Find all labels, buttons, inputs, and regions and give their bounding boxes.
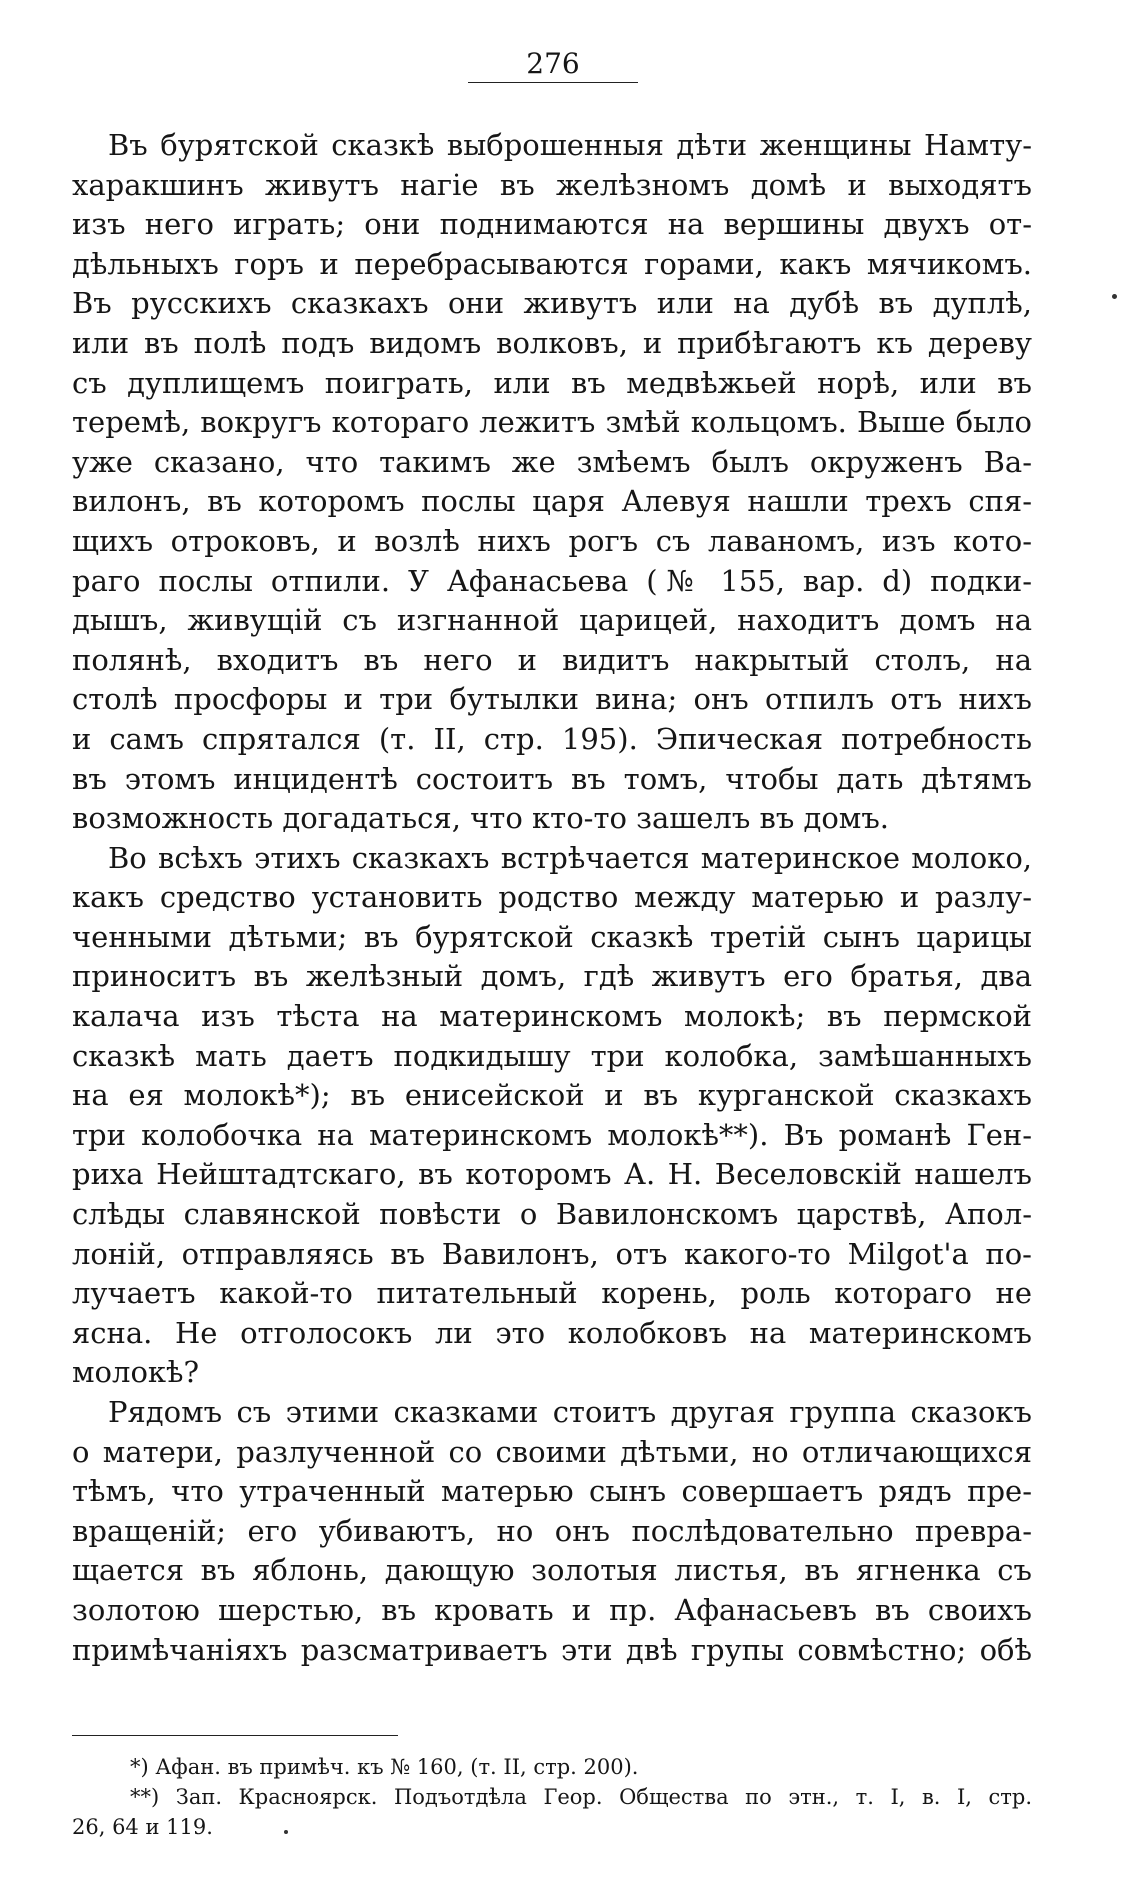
- text-line: лучаетъ какой-то питательный корень, роль котораго не: [72, 1276, 1032, 1311]
- text-line: теремѣ, вокругъ котораго лежитъ змѣй кольцомъ. Выше было: [72, 405, 1032, 440]
- text-line: столѣ просфоры и три бутылки вина; онъ отпилъ отъ нихъ: [72, 682, 1032, 717]
- footnotes: [72, 1752, 1032, 1842]
- text-line: ясна. Не отголосокъ ли это колобковъ на материнскомъ: [72, 1315, 1032, 1350]
- text-line: приноситъ въ желѣзный домъ, гдѣ живутъ его братья, два: [72, 959, 1032, 994]
- text-line: раго послы отпили. У Афанасьева (№ 155, вар. d) подки-: [72, 563, 1032, 598]
- text-line: или въ полѣ подъ видомъ волковъ, и прибѣгаютъ къ дереву: [72, 325, 1032, 360]
- text-line: полянѣ, входитъ въ него и видитъ накрытый столъ, на: [72, 642, 1032, 677]
- text-line: тѣмъ, что утраченный матерью сынъ совершаетъ рядъ пре-: [72, 1474, 1032, 1509]
- text-line: лоній, отправляясь въ Вавилонъ, отъ какого-то Milgot'а по-: [72, 1236, 1032, 1271]
- text-line: изъ него играть; они поднимаются на вершины двухъ от-: [72, 207, 1032, 242]
- page-number: 276: [526, 47, 580, 80]
- text-line: золотою шерстью, въ кровать и пр. Афанасьевъ въ своихъ: [72, 1592, 1032, 1627]
- text-line: дѣльныхъ горъ и перебрасываются горами, какъ мячикомъ.: [72, 246, 1032, 281]
- text-line: дышъ, живущій съ изгнанной царицей, находитъ домъ на: [72, 603, 1032, 638]
- text-line: уже сказано, что такимъ же змѣемъ былъ окруженъ Ва-: [72, 444, 1032, 479]
- text-line: примѣчаніяхъ разсматриваетъ эти двѣ групы совмѣстно; обѣ: [72, 1632, 1032, 1667]
- text-line: три колобочка на материнскомъ молокѣ**). Въ романѣ Ген-: [72, 1117, 1032, 1152]
- page-number-underline: [468, 82, 638, 83]
- text-line: щается въ яблонь, дающую золотыя листья, въ ягненка съ: [72, 1553, 1032, 1588]
- footnote-line: **) Зап. Красноярск. Подъотдѣла Геор. Общества по этн., т. I, в. I, стр.: [130, 1785, 1032, 1809]
- scan-speck: [284, 1830, 288, 1834]
- text-line: Въ русскихъ сказкахъ они живутъ или на дубѣ въ дуплѣ,: [72, 286, 1032, 321]
- text-line: о матери, разлученной со своими дѣтьми, но отличающихся: [72, 1434, 1032, 1469]
- text-line: щихъ отроковъ, и возлѣ нихъ рогъ съ лаваномъ, изъ кото-: [72, 523, 1032, 558]
- text-line: Въ бурятской сказкѣ выброшенныя дѣти женщины Намту-: [108, 128, 1032, 162]
- text-line: Рядомъ съ этими сказками стоитъ другая группа сказокъ: [108, 1395, 1032, 1429]
- main-text: [72, 126, 1032, 1670]
- text-line: вилонъ, въ которомъ послы царя Алевуя нашли трехъ спя-: [72, 484, 1032, 519]
- scan-speck: [1112, 294, 1117, 299]
- text-line: калача изъ тѣста на материнскомъ молокѣ; въ пермской: [72, 999, 1032, 1034]
- text-line: харакшинъ живутъ нагіе въ желѣзномъ домѣ и выходятъ: [72, 167, 1032, 202]
- text-line: на ея молокѣ*); въ енисейской и въ курганской сказкахъ: [72, 1078, 1032, 1113]
- footnote-line: *) Афан. въ примѣч. къ № 160, (т. II, стр. 200).: [130, 1755, 639, 1779]
- footnote-line: 26, 64 и 119.: [72, 1815, 213, 1839]
- text-line: риха Нейштадтскаго, въ которомъ А. Н. Веселовскій нашелъ: [72, 1157, 1032, 1192]
- text-line: молокѣ?: [72, 1355, 200, 1390]
- footnote-separator: [72, 1735, 398, 1736]
- text-line: слѣды славянской повѣсти о Вавилонскомъ царствѣ, Апол-: [72, 1197, 1032, 1232]
- text-line: сказкѣ мать даетъ подкидышу три колобка, замѣшанныхъ: [72, 1038, 1032, 1073]
- text-line: и самъ спрятался (т. II, стр. 195). Эпическая потребность: [72, 721, 1032, 756]
- text-line: ченными дѣтьми; въ бурятской сказкѣ третій сынъ царицы: [72, 919, 1032, 954]
- text-line: возможность догадаться, что кто-то зашелъ въ домъ.: [72, 801, 890, 836]
- text-line: въ этомъ инцидентѣ состоитъ въ томъ, чтобы дать дѣтямъ: [72, 761, 1032, 796]
- text-line: какъ средство установить родство между матерью и разлу-: [72, 880, 1032, 915]
- text-line: съ дуплищемъ поиграть, или въ медвѣжьей норѣ, или въ: [72, 365, 1032, 400]
- text-line: Во всѣхъ этихъ сказкахъ встрѣчается материнское молоко,: [108, 840, 1032, 875]
- text-line: вращеній; его убиваютъ, но онъ послѣдовательно превра-: [72, 1513, 1032, 1548]
